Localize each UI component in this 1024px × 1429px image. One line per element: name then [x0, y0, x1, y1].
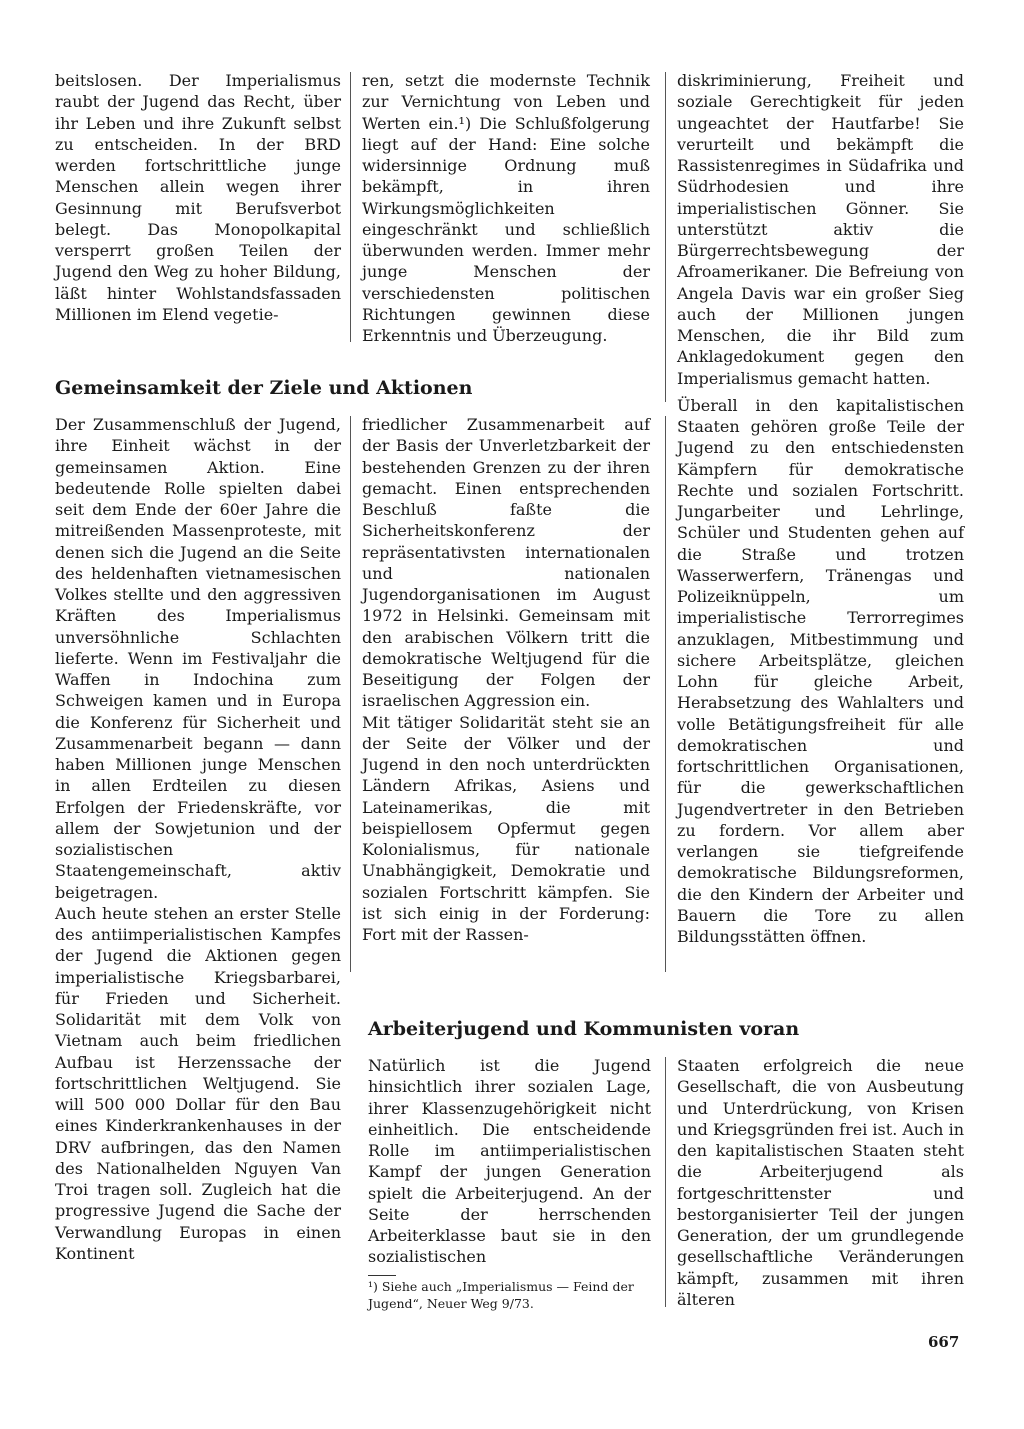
column-divider — [665, 416, 666, 972]
paragraph: Auch heute stehen an erster Stelle des antiimperialistischen Kampfes der Jugend die Aktionen gegen imperialistische Kriegsbarbarei, für Frieden und Sicherheit. Solidarität mit dem Volk von Vietnam auch beim friedlichen Aufbau ist Herzenssache der fortschrittlichen Weltjugend. Sie will 500 000 Dollar für den Bau eines Kinderkrankenhauses in der DRV aufbringen, das den Namen des Nationalhelden Nguyen Van Troi tragen soll. Zugleich hat die progressive Jugend die Sache der Verwandlung Europas in einen Kontinent — [55, 903, 341, 1263]
footnote-rule — [368, 1275, 396, 1276]
column-divider — [350, 416, 351, 972]
right-column — [677, 70, 964, 947]
top-column-2 — [362, 70, 650, 346]
paragraph: ren, setzt die modernste Technik zur Vernichtung von Leben und Werten ein.¹) Die Schlußfolgerung liegt auf der Hand: Eine solche widersinnige Ordnung muß bekämpft, in ihren Wirkungsmöglichkeiten eingeschränkt und schließlich überwunden werden. Immer mehr junge Menschen der verschiedensten politischen Richtungen gewinnen diese Erkenntnis und Überzeugung. — [362, 71, 650, 345]
section-heading: Gemeinsamkeit der Ziele und Aktionen — [55, 377, 473, 399]
section2-column-1 — [368, 1055, 651, 1268]
paragraph: Der Zusammenschluß der Jugend, ihre Einheit wächst in der gemeinsamen Aktion. Eine bedeutende Rolle spielten dabei seit dem Ende der 60er Jahre die mitreißenden Massenproteste, mit denen sich die Jugend an die Seite des heldenhaften vietnamesischen Volkes stellte und den aggressiven Kräften des Imperialismus unversöhnliche Schlachten lieferte. Wenn im Festivaljahr die Waffen in Indochina zum Schweigen kamen und in Europa die Konferenz für Sicherheit und Zusammenarbeit begann — dann haben Millionen junge Menschen in allen Erdteilen zu diesen Erfolgen der Friedenskräfte, vor allem der Sowjetunion und der sozialistischen Staatengemeinschaft, aktiv beigetragen. — [55, 415, 341, 902]
section-heading: Arbeiterjugend und Kommunisten voran — [368, 1018, 800, 1040]
section1-column-1 — [55, 414, 341, 1264]
paragraph: friedlicher Zusammenarbeit auf der Basis der Unverletzbarkeit der bestehenden Grenzen zu der ihren gemacht. Einen entsprechenden Beschluß faßte die Sicherheitskonferenz der repräsentativsten internationalen und nationalen Jugendorganisationen im August 1972 in Helsinki. Gemeinsam mit den arabischen Völkern tritt die demokratische Weltjugend für die Beseitigung der Folgen der israelischen Aggression ein. — [362, 415, 650, 711]
paragraph: Staaten erfolgreich die neue Gesellschaft, die von Ausbeutung und Unterdrückung, von Krisen und Kriegsgründen frei ist. Auch in den kapitalistischen Staaten steht die Arbeiterjugend als fortgeschrittenster und bestorganisierter Teil der jungen Generation, der um grundlegende gesellschaftliche Veränderungen kämpft, zusammen mit ihren älteren — [677, 1056, 964, 1309]
paragraph: diskriminierung, Freiheit und soziale Gerechtigkeit für jeden ungeachtet der Hautfarbe! Sie verurteilt und bekämpft die Rassistenregimes in Südafrika und Südrhodesien und ihre imperialistischen Gönner. Sie unterstützt aktiv die Bürgerrechtsbewegung der Afroamerikaner. Die Befreiung von Angela Davis war ein großer Sieg auch der Millionen jungen Menschen, die ihr Bild zum Anklagedokument gegen den Imperialismus gemacht hatten. — [677, 71, 964, 388]
page-number: 667 — [928, 1333, 960, 1351]
section2-column-2 — [677, 1055, 964, 1310]
section1-column-2 — [362, 414, 650, 945]
top-column-1 — [55, 70, 341, 325]
paragraph: Mit tätiger Solidarität steht sie an der Seite der Völker und der Jugend in den noch unterdrückten Ländern Afrikas, Asiens und Lateinamerikas, die mit beispiellosem Opfermut gegen Kolonialismus, für nationale Unabhängigkeit, Demokratie und sozialen Fortschritt kämpfen. Sie ist sich einig in der Forderung: Fort mit der Rassen- — [362, 712, 650, 944]
column-divider — [350, 72, 351, 342]
column-divider — [665, 1057, 666, 1307]
paragraph: Natürlich ist die Jugend hinsichtlich ihrer sozialen Lage, ihrer Klassenzugehörigkeit nicht einheitlich. Die entscheidende Rolle im antiimperialistischen Kampf der jungen Generation spielt die Arbeiterjugend. An der Seite der herrschenden Arbeiterklasse baut sie in den sozialistischen — [368, 1056, 651, 1267]
footnote: ¹) Siehe auch „Imperialismus — Feind der Jugend“, Neuer Weg 9/73. — [368, 1279, 634, 1311]
paragraph: beitslosen. Der Imperialismus raubt der Jugend das Recht, über ihr Leben und ihre Zukunft selbst zu entscheiden. In der BRD werden fortschrittliche junge Menschen allein wegen ihrer Gesinnung mit Berufsverbot belegt. Das Monopolkapital versperrt großen Teilen der Jugend den Weg zu hoher Bildung, läßt hinter Wohlstandsfassaden Millionen im Elend vegetie- — [55, 71, 341, 324]
column-divider — [665, 72, 666, 402]
paragraph: Überall in den kapitalistischen Staaten gehören große Teile der Jugend zu den entschiedensten Kämpfern für demokratische Rechte und sozialen Fortschritt. Jungarbeiter und Lehrlinge, Schüler und Studenten gehen auf die Straße und trotzen Wasserwerfern, Tränengas und Polizeiknüppeln, um imperialistische Terrorregimes anzuklagen, Mitbestimmung und sichere Arbeitsplätze, gleichen Lohn für gleiche Arbeit, Herabsetzung des Wahlalters und volle Betätigungsfreiheit für alle demokratischen und fortschrittlichen Organisationen, für die gewerkschaftlichen Jugendvertreter in den Betrieben zu fordern. Vor allem aber verlangen sie tiefgreifende demokratische Bildungsreformen, die den Kindern der Arbeiter und Bauern die Tore zu allen Bildungsstätten öffnen. — [677, 395, 964, 946]
